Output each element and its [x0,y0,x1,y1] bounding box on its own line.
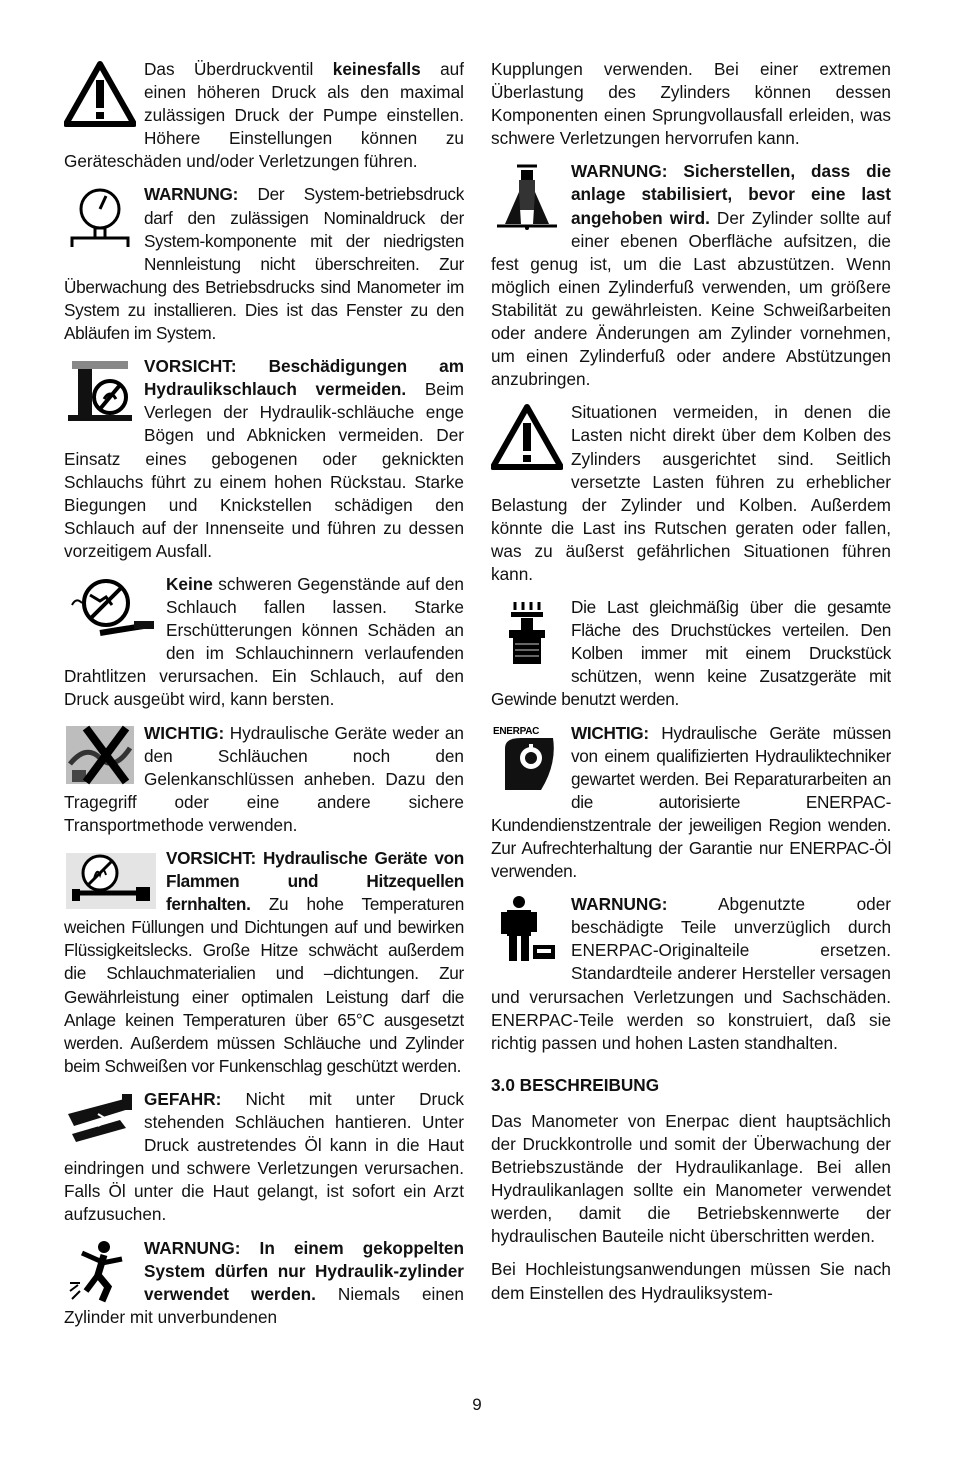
warning-system-pressure: WARNUNG: Der System-betriebsdruck darf den zulässigen Nominaldruck der System-komponente mit der niedrigsten Nennleistung nicht überschreiten. Zur Überwachung des Betriebsdrucks sind Manometer im System zu installieren. Dies ist das Fenster zu den Abläufen im System. [64,184,464,344]
important-no-lift-hose: WICHTIG: Hydraulische Geräte weder an den Schläuchen noch den Gelenkanschlüssen anheben. Dazu den Tragegriff oder eine andere sichere Transportmethode verwenden. [64,722,464,835]
warning-offset-loads: Situationen vermeiden, in denen die Lasten nicht direkt über dem Kolben des Zylinders ausgerichtet sind. Seitlich versetzte Lasten führen zu erheblicher Belastung der Zylinder und Kolben. Außerdem könnte die Last ins Rutschen geraten oder fallen, was zu äußerst gefährlichen Situationen führen kann. [491,402,891,584]
stable-cylinder-base-icon [491,162,563,230]
warning-triangle-icon [64,60,136,128]
no-lift-by-hose-icon [64,724,136,786]
important-qualified-service: ENERPAC WICHTIG: Hydraulische Geräte müssen von einem qualifizierten Hydrauliktechniker gewartet werden. Bei Reparaturarbeiten an die autorisierte ENERPAC-Kundendienstzentrale der jeweiligen Region wenden. Zur Aufrechterhaltung der Garantie nur ENERPAC-Öl verwenden. [491,722,891,882]
warning-stable-setup: WARNUNG: Sicherstellen, dass die anlage stabilisiert, bevor eine last angehoben wird. Der Zylinder sollte auf einer ebenen Oberfläche aufsitzen, die fest genug ist, um die Last abzustützen. Wenn möglich einen Zylinderfuß verwenden, um größere Stabilität zu gewährleisten. Keine Schweißarbeiten oder andere Änderungen am Zylinder vornehmen, um einen Zylinderfuß oder andere Abstützungen anzubringen. [491,161,891,390]
coupled-system-icon [64,1239,136,1303]
right-column [491,58,891,1315]
load-distribution: Die Last gleichmäßig über die gesamte Fläche des Druchstückes verteilen. Den Kolben immer mit einem Druckstück schützen, wenn keine Zusatzgeräte mit Gewinde benutzt werden. [491,597,891,710]
original-parts-icon [491,895,563,963]
warning-original-parts: WARNUNG: Abgenutzte oder beschädigte Teile unverzüglich durch ENERPAC-Originalteile ersetzen. Standardteile anderer Hersteller versagen und verursachen Verletzungen und Sachschäden. ENERPAC-Teile werden so konstruiert, daß sie richtig passen und hohen Lasten standhalten. [491,894,891,1053]
no-drop-on-hose: Keine schweren Gegenstände auf den Schlauch fallen lassen. Starke Erschütterungen können Schäden an den im Schlauchinnern verlaufenden Drahtlitzen verursachen. Ein Schlauch, auf den Druck ausgeübt wird, kann bersten. [64,573,464,710]
warning-coupled-system: WARNUNG: In einem gekoppelten System dürfen nur Hydraulik-zylinder verwendet werden. Niemals einen Zylinder mit unverbundenen [64,1237,464,1327]
pressure-gauge-icon [64,185,136,253]
caution-hose-damage: VORSICHT: Beschädigungen am Hydraulikschlauch vermeiden. Beim Verlegen der Hydraulik-schläuche enge Bögen und Abknicken vermeiden. Der Einsatz eines gebogenen oder geknickten Schlauchs führt zu einem hohen Rückstau. Starke Biegungen und Knickstellen schädigen den Schlauch auf der Innenseite und führen zu dessen vorzeitigem Ausfall. [64,356,464,561]
warning-relief-valve: Das Überdruckventil keinesfalls auf einen höheren Druck als den maximal zulässigen Druck der Pumpe einstellen. Höhere Einstellungen können zu Geräteschäden und/oder Verletzungen führen. [64,59,464,172]
enerpac-logo-text: ENERPAC [493,725,540,737]
no-drop-object-icon [64,575,158,641]
hose-kink-icon [64,357,136,425]
coupler-overload-text: Kupplungen verwenden. Bei einer extremen Überlastung des Zylinders können dessen Komponenten einen Sprungvollausfall erleiden, was schwere Verletzungen hervorrufen kann. [491,59,891,149]
danger-pressurized-hose: GEFAHR: Nicht mit unter Druck stehenden Schläuchen hantieren. Unter Druck austretendes Öl kann in die Haut eindringen und schwere Verletzungen verursachen. Falls Öl unter die Haut gelangt, ist sofort ein Arzt aufzusuchen. [64,1088,464,1225]
left-column [64,58,464,1339]
caution-heat: VORSICHT: Hydraulische Geräte von Flammen und Hitzequellen fernhalten. Zu hohe Temperaturen weichen Füllungen und Dichtungen auf und bewirken Flüssigkeitslecks. Große Hitze schwächt außerdem die Schlauchmaterialien und –dichtungen. Zur Gewährleistung einer optimalen Leistung darf die Anlage keinen Temperaturen über 65°C ausgesetzt werden. Außerdem müssen Schläuche und Zylinder beim Schweißen vor Funkenschlag geschützt werden. [64,848,464,1076]
enerpac-service-icon [491,724,563,792]
description-paragraph-1: Das Manometer von Enerpac dient hauptsächlich der Druckkontrolle und somit der Überwachung der Betriebszustände der Hydraulikanlage. Bei allen Hydraulikanlagen sollte ein Manometer verwendet werden, damit die Betriebskennwerte der hydraulischen Bauteile nicht überschritten werden. [491,1110,891,1247]
warning-triangle-icon [491,403,563,471]
keep-from-heat-icon [64,849,158,911]
page-number: 9 [472,1395,482,1414]
section-heading: 3.0 BESCHREIBUNG [491,1074,660,1095]
load-centering-icon [491,598,563,666]
description-paragraph-2: Bei Hochleistungsanwendungen müssen Sie nach dem Einstellen des Hydrauliksystem- [491,1259,891,1303]
pressurized-hose-danger-icon [64,1090,136,1146]
